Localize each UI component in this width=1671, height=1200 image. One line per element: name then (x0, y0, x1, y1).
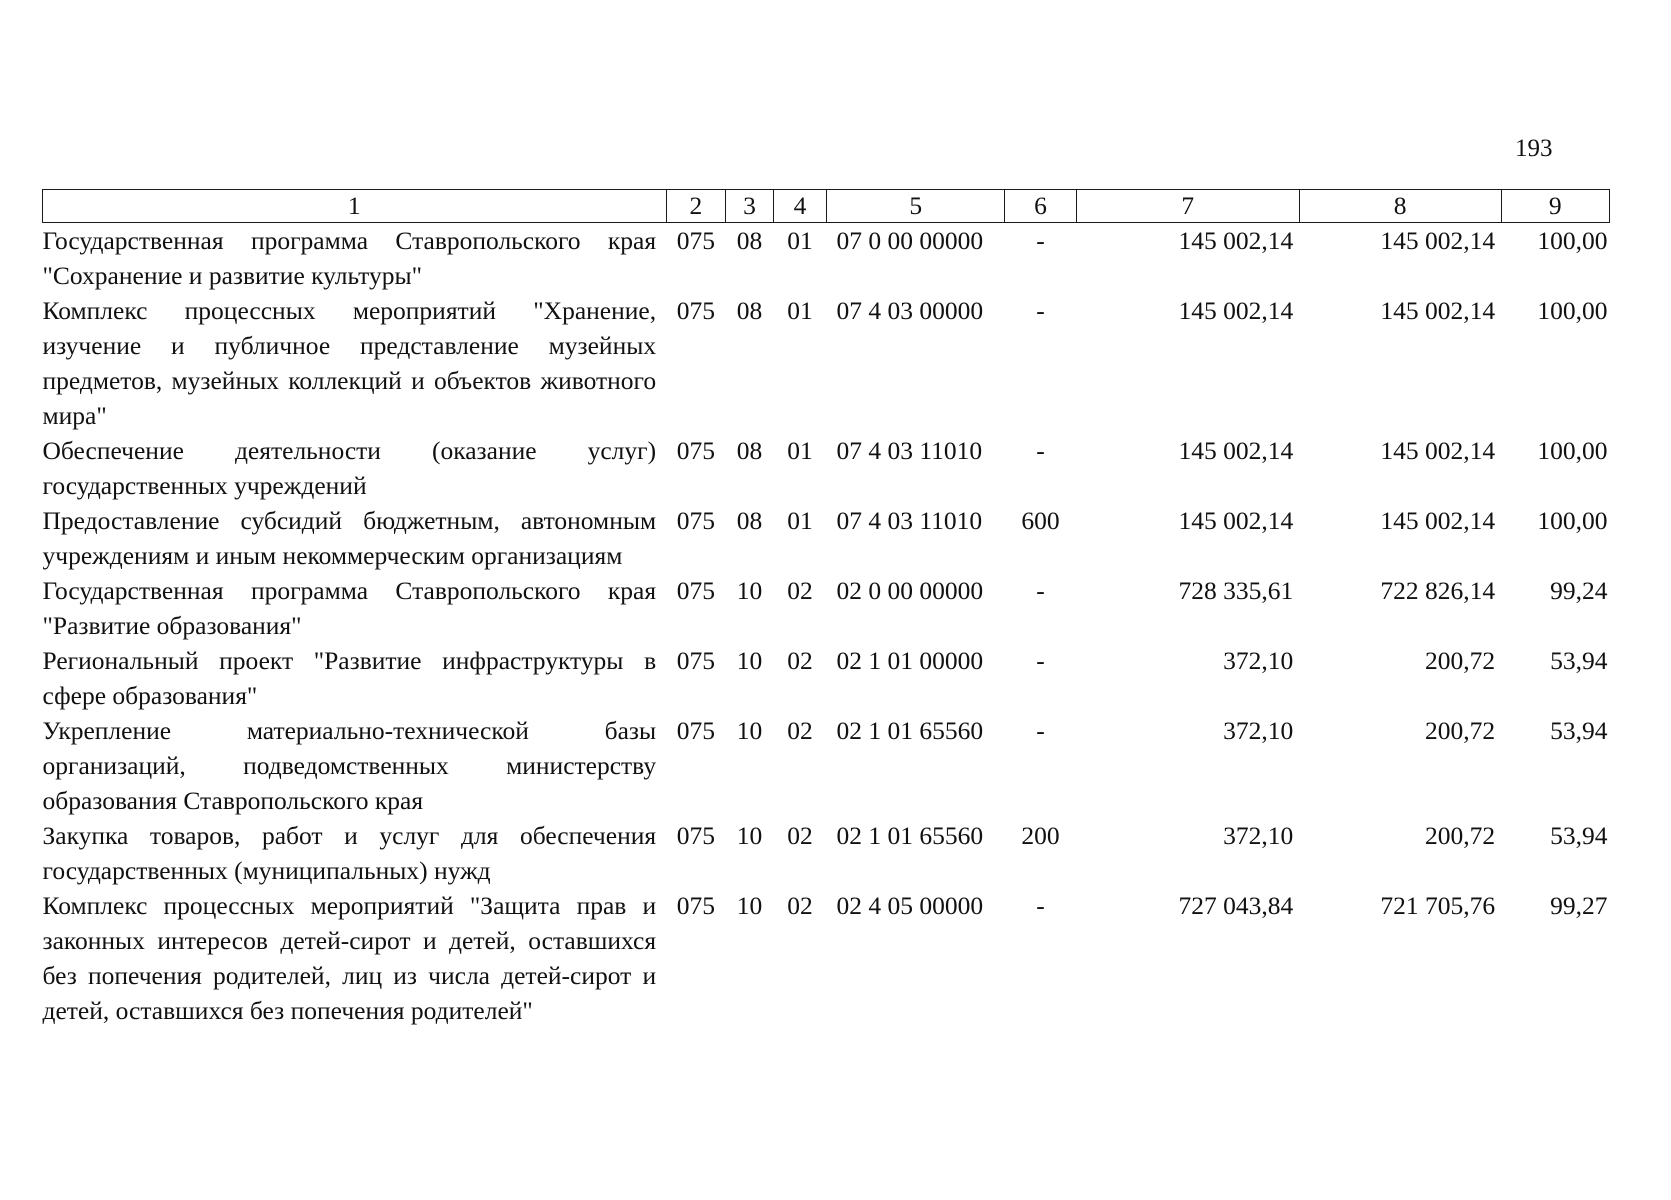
amount-col-7-cell: 145 002,14 (1178, 506, 1294, 535)
target-article-cell: 07 4 03 11010 (836, 506, 983, 535)
percent-cell: 53,94 (1550, 646, 1608, 675)
ministry-code-cell: 075 (676, 891, 715, 920)
amount-col-8-cell: 145 002,14 (1380, 506, 1496, 535)
amount-col-8-cell: 200,72 (1424, 716, 1496, 745)
target-article-cell: 07 4 03 00000 (836, 296, 984, 325)
row-name-cell: Государственная программа Ставропольского края "Сохранение и развитие культуры" (42, 226, 657, 290)
section-code-cell: 10 (736, 821, 763, 850)
row-name-cell: Региональный проект "Развитие инфраструктуры в сфере образования" (42, 646, 657, 710)
expense-type-cell: - (1036, 436, 1045, 465)
percent-cell: 99,27 (1550, 891, 1608, 920)
header-cell-col-9: 9 (1501, 190, 1609, 223)
amount-col-7-cell: 372,10 (1223, 821, 1294, 850)
row-name-cell: Комплекс процессных мероприятий "Защита прав и законных интересов детей-сирот и детей, оставшихся без попечения родителей, лиц из числа детей-сирот и детей, оставшихся без попечения родителей" (42, 891, 657, 1025)
amount-col-7-cell: 372,10 (1223, 646, 1294, 675)
amount-col-8-cell: 200,72 (1424, 821, 1496, 850)
expense-type-cell: - (1036, 226, 1045, 255)
section-code-cell: 08 (736, 506, 763, 535)
amount-col-8-cell: 200,72 (1424, 646, 1496, 675)
expense-type-cell: - (1036, 891, 1045, 920)
ministry-code-cell: 075 (676, 226, 715, 255)
ministry-code-cell: 075 (676, 506, 715, 535)
percent-cell: 100,00 (1537, 506, 1608, 535)
table-header (43, 190, 1610, 223)
table-row (43, 223, 1610, 294)
subsection-code-cell: 02 (787, 821, 813, 850)
ministry-code-cell: 075 (676, 716, 715, 745)
subsection-code-cell: 01 (787, 226, 813, 255)
header-cell-col-4: 4 (773, 190, 826, 223)
percent-cell: 53,94 (1550, 716, 1608, 745)
ministry-code-cell: 075 (676, 436, 715, 465)
row-name-cell: Предоставление субсидий бюджетным, автономным учреждениям и иным некоммерческим организациям (42, 506, 657, 570)
target-article-cell: 02 0 00 00000 (836, 576, 984, 605)
target-article-cell: 02 1 01 65560 (836, 821, 984, 850)
section-code-cell: 10 (736, 576, 763, 605)
row-name-cell: Укрепление материально-технической базы организаций, подведомственных министерству образования Ставропольского края (42, 716, 657, 815)
amount-col-8-cell: 145 002,14 (1380, 296, 1496, 325)
row-name-cell: Государственная программа Ставропольского края "Развитие образования" (42, 576, 657, 640)
target-article-cell: 02 4 05 00000 (836, 891, 984, 920)
ministry-code-cell: 075 (676, 576, 715, 605)
expense-type-cell: - (1036, 296, 1045, 325)
header-cell-col-3: 3 (726, 190, 774, 223)
target-article-cell: 02 1 01 00000 (836, 646, 984, 675)
ministry-code-cell: 075 (676, 646, 715, 675)
percent-cell: 100,00 (1537, 436, 1608, 465)
header-cell-col-6: 6 (1005, 190, 1076, 223)
page-number: 193 (1515, 135, 1553, 162)
amount-col-7-cell: 145 002,14 (1178, 226, 1294, 255)
amount-col-8-cell: 722 826,14 (1380, 576, 1496, 605)
subsection-code-cell: 01 (787, 296, 813, 325)
percent-cell: 53,94 (1550, 821, 1608, 850)
section-code-cell: 10 (736, 716, 763, 745)
table-row (43, 818, 1610, 888)
table-row (43, 643, 1610, 713)
amount-col-8-cell: 145 002,14 (1380, 436, 1496, 465)
expense-type-cell: 200 (1021, 821, 1060, 850)
section-code-cell: 10 (736, 891, 763, 920)
target-article-cell: 02 1 01 65560 (836, 716, 984, 745)
expense-type-cell: 600 (1021, 506, 1060, 535)
amount-col-7-cell: 145 002,14 (1178, 296, 1294, 325)
ministry-code-cell: 075 (676, 296, 715, 325)
table-body (43, 223, 1610, 1029)
amount-col-8-cell: 145 002,14 (1380, 226, 1496, 255)
section-code-cell: 10 (736, 646, 763, 675)
header-cell-col-2: 2 (666, 190, 725, 223)
subsection-code-cell: 02 (787, 646, 813, 675)
ministry-code-cell: 075 (676, 821, 715, 850)
amount-col-8-cell: 721 705,76 (1380, 891, 1496, 920)
amount-col-7-cell: 727 043,84 (1178, 891, 1294, 920)
percent-cell: 100,00 (1537, 226, 1608, 255)
row-name-cell: Закупка товаров, работ и услуг для обеспечения государственных (муниципальных) нужд (42, 821, 657, 885)
section-code-cell: 08 (736, 226, 763, 255)
target-article-cell: 07 4 03 11010 (836, 436, 983, 465)
row-name-cell: Обеспечение деятельности (оказание услуг) государственных учреждений (42, 436, 657, 500)
header-cell-col-1: 1 (43, 190, 667, 223)
table-row (43, 503, 1610, 573)
subsection-code-cell: 02 (787, 891, 813, 920)
percent-cell: 100,00 (1537, 296, 1608, 325)
section-code-cell: 08 (736, 436, 763, 465)
section-code-cell: 08 (736, 296, 763, 325)
amount-col-7-cell: 145 002,14 (1178, 436, 1294, 465)
expense-type-cell: - (1036, 576, 1045, 605)
header-row (43, 190, 1610, 223)
table-row (43, 433, 1610, 503)
expense-type-cell: - (1036, 716, 1045, 745)
amount-col-7-cell: 372,10 (1223, 716, 1294, 745)
header-cell-col-5: 5 (827, 190, 1005, 223)
subsection-code-cell: 02 (787, 576, 813, 605)
subsection-code-cell: 02 (787, 716, 813, 745)
budget-table (42, 189, 1610, 1028)
header-cell-col-8: 8 (1299, 190, 1501, 223)
expense-type-cell: - (1036, 646, 1045, 675)
table-row (43, 293, 1610, 433)
percent-cell: 99,24 (1550, 576, 1608, 605)
header-cell-col-7: 7 (1076, 190, 1299, 223)
target-article-cell: 07 0 00 00000 (836, 226, 984, 255)
table-row (43, 713, 1610, 818)
amount-col-7-cell: 728 335,61 (1178, 576, 1294, 605)
subsection-code-cell: 01 (787, 436, 813, 465)
table-row (43, 573, 1610, 643)
subsection-code-cell: 01 (787, 506, 813, 535)
table-row (43, 888, 1610, 1028)
row-name-cell: Комплекс процессных мероприятий "Хранение, изучение и публичное представление музейных предметов, музейных коллекций и объектов животного мира" (42, 296, 657, 430)
